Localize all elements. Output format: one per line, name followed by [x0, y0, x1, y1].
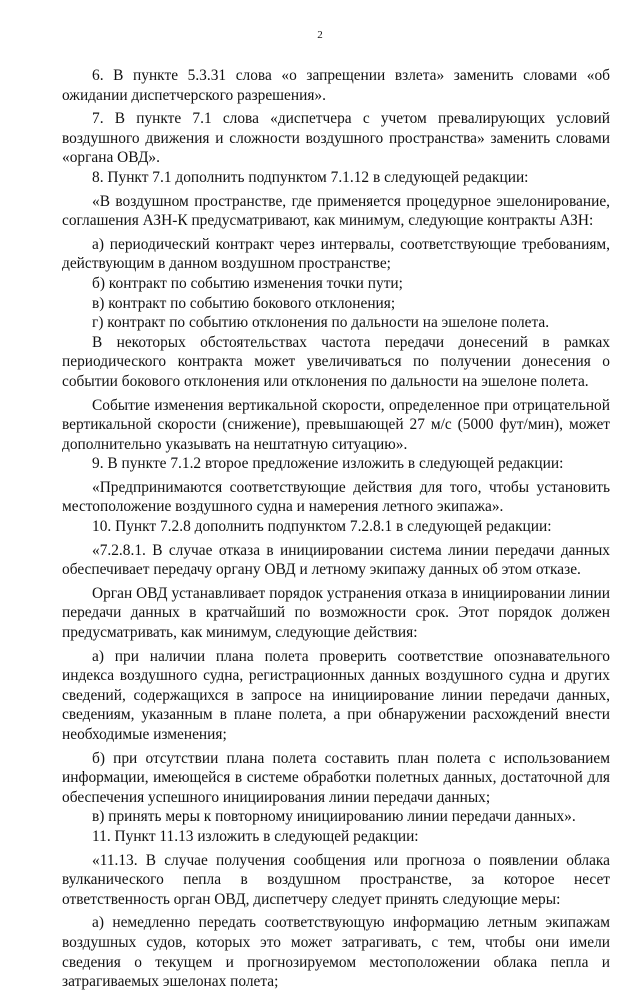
quote-paragraph: «В воздушном пространстве, где применяется процедурное эшелонирование, соглашения АЗН-К предусматривают, как минимум, следующие контракты АЗН:	[62, 192, 610, 230]
paragraph-vertical-speed: Событие изменения вертикальной скорости, определенное при отрицательной вертикальной скорости (снижение), превышающей 27 м/с (5000 фут/мин), может дополнительно указывать на нештатную ситуацию».	[62, 396, 610, 453]
paragraph-item-7: 7. В пункте 7.1 слова «диспетчера с учетом превалирующих условий воздушного движения и сложности воздушного пространства» заменить словами «органа ОВД».	[62, 110, 610, 167]
paragraph-item-8: 8. Пункт 7.1 дополнить подпунктом 7.1.12 в следующей редакции:	[92, 168, 529, 186]
list-item-a: а) при наличии плана полета проверить соответствие опознавательного индекса воздушного судна, регистрационных данных воздушного судна и других сведений, содержащихся в запросе на инициирование линии передачи данных, сведениям, указанным в плане полета, а при обнаружении расхождений внести необходимые изменения;	[62, 647, 610, 743]
list-item-a: а) периодический контракт через интервалы, соответствующие требованиям, действующим в данном воздушном пространстве;	[62, 235, 610, 273]
quote-paragraph: «11.13. В случае получения сообщения или прогноза о появлении облака вулканического пепла в воздушном пространстве, за которое несет ответственность орган ОВД, диспетчеру следует принять следующие меры:	[62, 851, 610, 908]
list-item-g: г) контракт по событию отклонения по дальности на эшелоне полета.	[92, 314, 550, 332]
paragraph-item-9: 9. В пункте 7.1.2 второе предложение изложить в следующей редакции:	[92, 455, 564, 473]
paragraph-item-6: 6. В пункте 5.3.31 слова «о запрещении взлета» заменить словами «об ожидании диспетчерского разрешения».	[62, 67, 610, 104]
page-number: 2	[317, 29, 323, 41]
list-item-v: в) принять меры к повторному инициированию линии передачи данных».	[92, 808, 576, 826]
quote-paragraph: «Предпринимаются соответствующие действия для того, чтобы установить местоположение воздушного судна и намерения летного экипажа».	[62, 478, 610, 516]
paragraph-circumstances: В некоторых обстоятельствах частота передачи донесений в рамках периодического контракта может увеличиваться по получении донесения о событии бокового отклонения или отклонения по дальности на эшелоне полета.	[62, 333, 610, 390]
list-item-b: б) при отсутствии плана полета составить план полета с использованием информации, имеющейся в системе обработки полетных данных, достаточной для обеспечения успешного инициирования линии передачи данных;	[62, 749, 610, 806]
list-item-a: а) немедленно передать соответствующую информацию летным экипажам воздушных судов, которых это может затрагивать, с тем, чтобы они имели сведения о текущем и прогнозируемом местоположении облака пепла и затрагиваемых эшелонах полета;	[62, 914, 610, 991]
quote-paragraph: «7.2.8.1. В случае отказа в инициировании система линии передачи данных обеспечивает передачу органу ОВД и летному экипажу данных об этом отказе.	[62, 541, 610, 579]
document-body	[62, 66, 610, 992]
list-item-b: б) контракт по событию изменения точки пути;	[92, 274, 403, 292]
paragraph-item-10: 10. Пункт 7.2.8 дополнить подпунктом 7.2.8.1 в следующей редакции:	[92, 518, 552, 536]
paragraph-ovd-procedure: Орган ОВД устанавливает порядок устранения отказа в инициировании линии передачи данных в кратчайший по возможности срок. Этот порядок должен предусматривать, как минимум, следующие действия:	[62, 584, 610, 642]
paragraph-item-11: 11. Пункт 11.13 изложить в следующей редакции:	[92, 827, 419, 845]
list-item-v: в) контракт по событию бокового отклонения;	[92, 294, 396, 312]
